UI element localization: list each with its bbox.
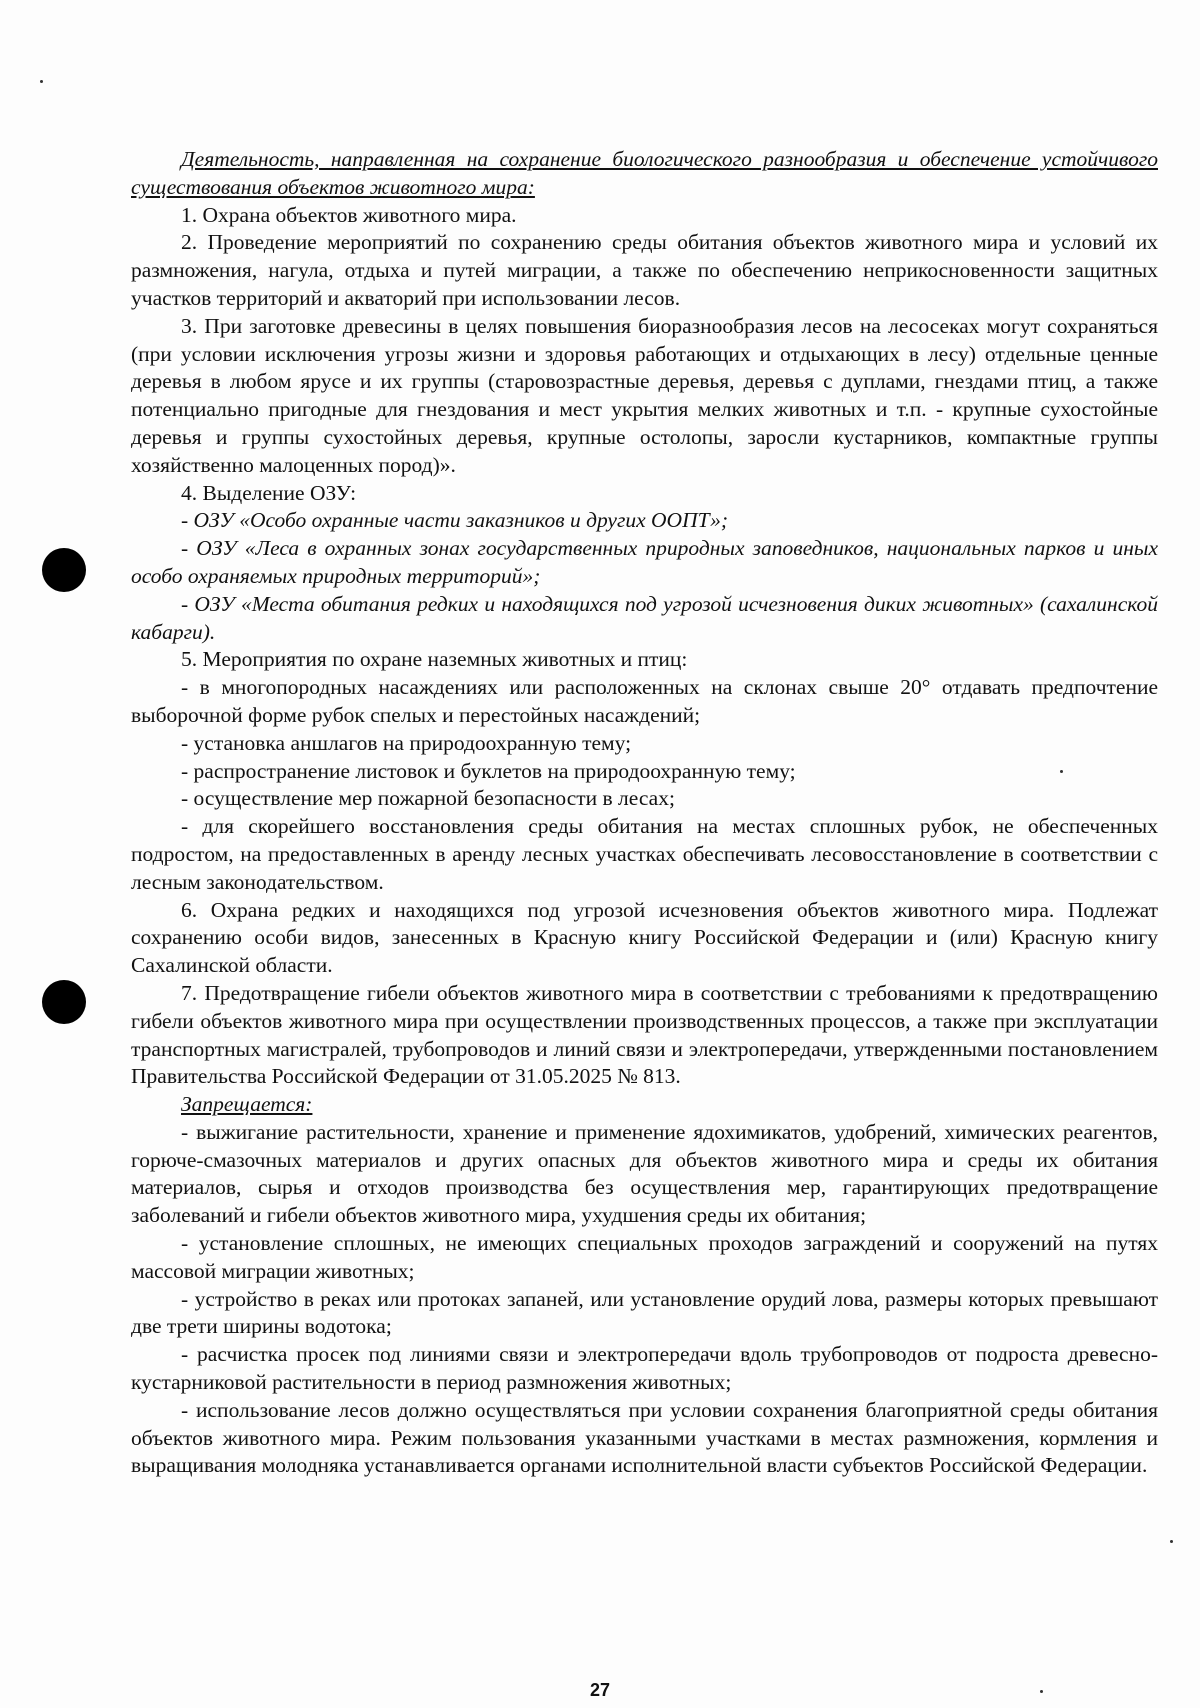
ozu-item-3: - ОЗУ «Места обитания редких и находящихся под угрозой исчезновения диких животных» (сахалинской кабарги). (131, 591, 1158, 644)
section-heading: Деятельность, направленная на сохранение биологического разнообразия и обеспечение устойчивого существования объектов животного мира: (131, 147, 1158, 199)
prohibited-item: - использование лесов должно осуществляться при условии сохранения благоприятной среды обитания объектов животного мира. Режим пользования указанными участками в местах размножения, кормления и выращивания молодняка устанавливается органами исполнительной власти субъектов Российской Федерации. (131, 1397, 1158, 1478)
item-2: 2. Проведение мероприятий по сохранению среды обитания объектов животного мира и условий их размножения, нагула, отдыха и путей миграции, а также по обеспечению неприкосновенности защитных участков территорий и акваторий при использовании лесов. (131, 230, 1158, 310)
prohibited-item: - выжигание растительности, хранение и применение ядохимикатов, удобрений, химических реагентов, горюче-смазочных материалов и других опасных для объектов животного мира и среды их обитания материалов, сырья и отходов производства без осуществления мер, гарантирующих предотвращение заболеваний и гибели объектов животного мира, ухудшения среды их обитания; (131, 1119, 1158, 1228)
prohibited-item: - устройство в реках или протоках запаней, или установление орудий лова, размеры которых превышают две трети ширины водотока; (131, 1286, 1158, 1339)
item-6: 6. Охрана редких и находящихся под угрозой исчезновения объектов животного мира. Подлежат сохранению особи видов, занесенных в Красную книгу Российской Федерации и (или) Красную книгу Сахалинской области. (131, 897, 1158, 978)
scan-speck (1170, 1540, 1173, 1543)
prohibited-item: - установление сплошных, не имеющих специальных проходов заграждений и сооружений на путях массовой миграции животных; (131, 1231, 1158, 1283)
punch-hole-upper (42, 548, 86, 592)
measure-item: - установка аншлагов на природоохранную тему; (181, 730, 632, 755)
measure-item: - осуществление мер пожарной безопасности в лесах; (181, 786, 675, 811)
punch-hole-lower (42, 980, 86, 1024)
ozu-item-2: - ОЗУ «Леса в охранных зонах государственных природных заповедников, национальных парков и иных особо охраняемых природных территорий»; (131, 536, 1158, 588)
measure-item: - распространение листовок и буклетов на природоохранную тему; (181, 758, 796, 783)
ozu-item-1: - ОЗУ «Особо охранные части заказников и других ООПТ»; (181, 508, 729, 533)
scan-speck (40, 80, 43, 83)
item-1: 1. Охрана объектов животного мира. (181, 202, 517, 227)
item-3: 3. При заготовке древесины в целях повышения биоразнообразия лесов на лесосеках могут сохраняться (при условии исключения угрозы жизни и здоровья работающих и отдыхающих в лесу) отдельные ценные деревья в любом ярусе и их группы (старовозрастные деревья, деревья с дуплами, гнездами птиц, а также потенциально пригодные для гнездования и мест укрытия мелких животных и т.п. - крупные сухостойные деревья и группы сухостойных деревья, крупные остолопы, заросли кустарников, компактные группы хозяйственно малоценных пород)». (131, 313, 1158, 477)
measure-item: - в многопородных насаждениях или расположенных на склонах свыше 20° отдавать предпочтение выборочной форме рубок спелых и перестойных насаждений; (131, 675, 1158, 727)
page-number: 27 (589, 1680, 611, 1700)
item-7: 7. Предотвращение гибели объектов животного мира в соответствии с требованиями к предотвращению гибели объектов животного мира при осуществлении производственных процессов, а также при эксплуатации транспортных магистралей, трубопроводов и линий связи и электропередачи, утвержденными постановлением Правительства Российской Федерации от 31.05.2025 № 813. (131, 980, 1158, 1089)
item-5: 5. Мероприятия по охране наземных животных и птиц: (181, 647, 688, 672)
document-body (131, 146, 1158, 1480)
measure-item: - для скорейшего восстановления среды обитания на местах сплошных рубок, не обеспеченных подростом, на предоставленных в аренду лесных участках обеспечивать лесовосстановление в соответствии с лесным законодательством. (131, 814, 1158, 894)
prohibited-item: - расчистка просек под линиями связи и электропередачи вдоль трубопроводов от подроста древесно-кустарниковой растительности в период размножения животных; (131, 1342, 1158, 1395)
prohibited-label: Запрещается: (181, 1092, 313, 1117)
item-4: 4. Выделение ОЗУ: (181, 480, 357, 505)
